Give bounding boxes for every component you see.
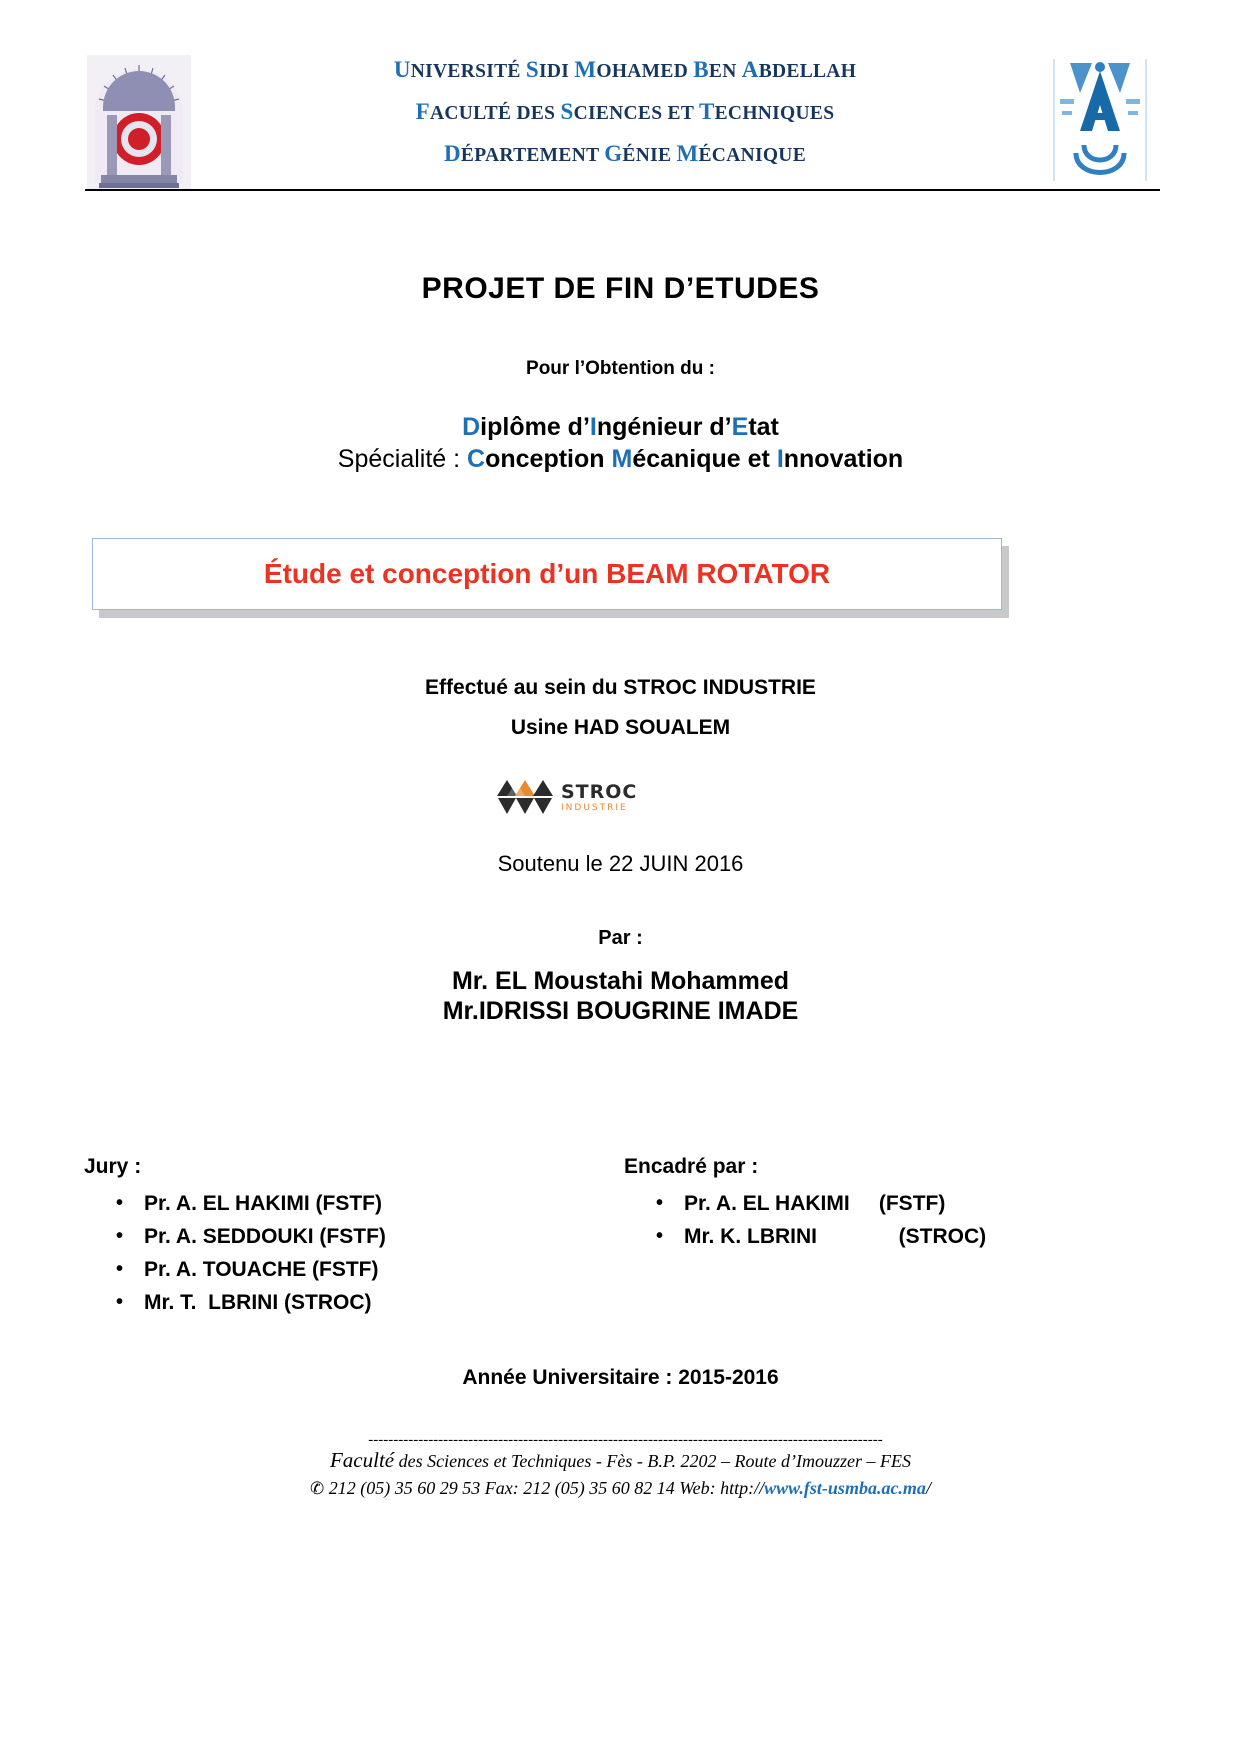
footer-faculty-word: Faculté (329, 1448, 395, 1472)
supervisors-section (624, 1155, 1144, 1253)
supervisors-list (624, 1187, 1144, 1253)
degree-line: Diplôme d’Ingénieur d’Etat (462, 413, 779, 441)
company-line-2: Usine HAD SOUALEM (510, 716, 731, 739)
header-institution-lines (205, 50, 1045, 176)
defense-date: Soutenu le 22 JUIN 2016 (497, 851, 744, 876)
footer-website-link[interactable]: www.fst-usmba.ac.ma (764, 1478, 926, 1498)
by-label: Par : (598, 927, 643, 949)
jury-title: Jury : (84, 1155, 142, 1178)
page-title: PROJET DE FIN D’ETUDES (421, 272, 820, 305)
stroc-industrie-logo-icon (487, 772, 637, 824)
header-divider (85, 189, 1160, 191)
subject-title: Étude et conception d’un BEAM ROTATOR (263, 558, 831, 589)
author-2: Mr.IDRISSI BOUGRINE IMADE (442, 997, 799, 1025)
universite-usmba-seal-icon (85, 53, 193, 191)
header-line-department: DÉPARTEMENT GÉNIE MÉCANIQUE (444, 141, 806, 166)
speciality-line: Spécialité : Conception Mécanique et Innovation (337, 445, 904, 473)
footer-address-rest: des Sciences et Techniques - Fès - B.P. 2202 – Route d’Imouzzer – FES (394, 1451, 912, 1471)
footer-contact (0, 1478, 1241, 1499)
svg-text:STROC: STROC (561, 781, 637, 803)
header-line-university: UNIVERSITÉ SIDI MOHAMED BEN ABDELLAH (393, 57, 857, 82)
subject-box (92, 538, 1002, 610)
header-line-faculty: FACULTÉ DES SCIENCES ET TECHNIQUES (415, 99, 835, 124)
author-1: Mr. EL Moustahi Mohammed (451, 967, 790, 995)
list-item: • Pr. A. SEDDOUKI (FSTF) (144, 1220, 584, 1253)
jury-section (84, 1155, 584, 1319)
footer-contact-suffix: / (925, 1478, 931, 1498)
purpose-label: Pour l’Obtention du : (526, 358, 715, 379)
svg-text:INDUSTRIE: INDUSTRIE (561, 803, 628, 813)
academic-year: Année Universitaire : 2015-2016 (462, 1366, 779, 1389)
footer-contact-prefix: 212 (05) 35 60 29 53 Fax: 212 (05) 35 60 82 14 Web: http:// (328, 1478, 765, 1498)
footer-divider: ------------------------------------------------------------------------------------------------------- (368, 1432, 883, 1448)
list-item: • Pr. A. TOUACHE (FSTF) (144, 1253, 584, 1286)
company-line-1: Effectué au sein du STROC INDUSTRIE (425, 676, 816, 699)
list-item: • Pr. A. EL HAKIMI (FSTF) (144, 1187, 584, 1220)
document-header (85, 50, 1160, 195)
phone-icon: ✆ (310, 1479, 325, 1499)
list-item: • Mr. T. LBRINI (STROC) (144, 1286, 584, 1319)
list-item: • Pr. A. EL HAKIMI (FSTF) (684, 1187, 1144, 1220)
fst-fes-logo-icon (1040, 53, 1160, 188)
footer-address (0, 1448, 1241, 1473)
list-item: • Mr. K. LBRINI (STROC) (684, 1220, 1144, 1253)
jury-list (84, 1187, 584, 1319)
supervisors-title: Encadré par : (624, 1155, 759, 1178)
